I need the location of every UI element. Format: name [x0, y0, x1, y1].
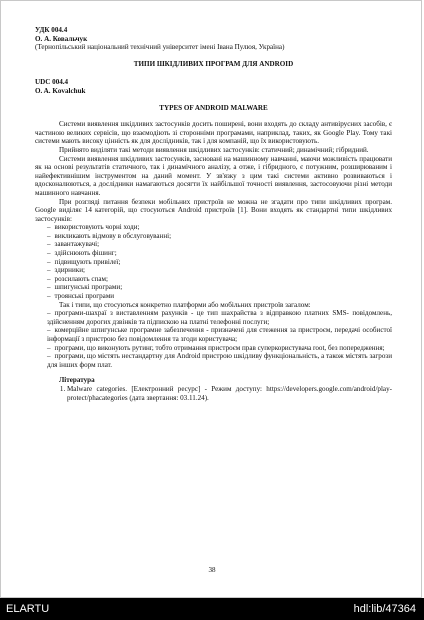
udc-en: UDC 004.4 — [35, 78, 69, 87]
list-item: – підвищують привілеї; — [47, 258, 392, 267]
udc-ua: УДК 004.4 — [35, 26, 68, 34]
list-item: – троянські програми — [47, 292, 392, 301]
paragraph: Так і типи, що стосуються конкретно платформи або мобільних пристроїв загалом: — [59, 300, 311, 309]
paragraph: Прийнято виділяти такі методи виявлення шкідливих застосунків: статичний; динамічний; гібридний. — [59, 145, 369, 154]
reference-item: 1. Malware categories. [Електронний ресурс] - Режим доступу: https://developers.google.com/android/play-protect/phacategories (дата звертання: 03.11.24). — [67, 385, 392, 402]
affiliation: (Тернопільський національний технічний університет імені Івана Пулюя, Україна) — [35, 43, 285, 52]
list-item: – шпигунські програми; — [47, 283, 392, 292]
list-item: – програми-шахраї з виставленням рахунків - це тип шахрайства з відправкою платних SMS- повідомлень, здійсненням дорогих дзвінків та підпискою на платні телефонні послуги; — [47, 309, 392, 326]
author-ua: О. А. Ковальчук — [35, 34, 88, 43]
list-item: – здійснюють фішинг; — [47, 249, 392, 258]
footer-bar — [0, 598, 424, 620]
references-title: Література — [59, 376, 95, 385]
list-item: – розсилають спам; — [47, 275, 392, 284]
paragraph: При розгляді питання безпеки мобільних пристроїв не можна не згадати про типи шкідливих програм. Google виділяє 14 категорій, що стосуються Android пристроїв [1]. Вони входять як стандартні типи шкідливих застосунків: — [35, 197, 392, 223]
title-ua: ТИПИ ШКІДЛИВИХ ПРОГРАМ ДЛЯ ANDROID — [133, 59, 294, 68]
footer-handle[interactable]: hdl:lib/47364 — [353, 603, 416, 615]
platform-types-list — [35, 309, 392, 369]
list-item: – комерційне шпигунське програмне забезпечення - призначені для стеження за пристроєм, передачі особистої інформації з пристрою без повідомлення та згоди користувача; — [47, 326, 392, 343]
title-en: TYPES OF ANDROID MALWARE — [159, 103, 268, 112]
paragraph: Системи виявлення шкідливих застосунків, засновані на машинному навчанні, маючи можливість працювати як на основі результатів статичного, так і динамічного аналізу, а отже, і гібридного, є потужним, розширюваним і найефективнішим інструментом на даний момент. У зв'язку з цим такі системи активно розвиваються і вдосконалюються, а дослідники намагаються досягти їх найбільшої точності виявлення, застосовуючи різні методи машинного навчання. — [35, 154, 392, 197]
author-en: O. A. Kovalchuk — [35, 86, 86, 95]
page-number: 38 — [208, 566, 216, 574]
malware-types-list — [35, 223, 392, 300]
paper-page — [35, 26, 392, 402]
list-item: – використовують чорні ходи; — [47, 223, 392, 232]
references-list — [35, 385, 392, 402]
footer-repository-name: ELARTU — [6, 603, 50, 615]
list-item: – завантажувачі; — [47, 240, 392, 249]
list-item: – програми, що виконують рутинг, тобто отримання пристроєм прав суперкористувача root, без попередження; — [47, 344, 392, 353]
list-item: – викликають відмову в обслуговуванні; — [47, 232, 392, 241]
paragraph: Системи виявлення шкідливих застосунків досить поширені, вони входять до складу антивірусних засобів, є частиною великих сервісів, що взаємодіють зі сторонніми програмами, наприклад, таких, як Google Play. Тому такі системи мають високу цінність як для дослідників, так і для компаній, що їх використовують. — [35, 120, 392, 146]
list-item: – програми, що містять нестандартну для Android пристрою шкідливу функціональність, а також містять загрози для інших форм плат. — [47, 352, 392, 369]
list-item: – здирники; — [47, 266, 392, 275]
